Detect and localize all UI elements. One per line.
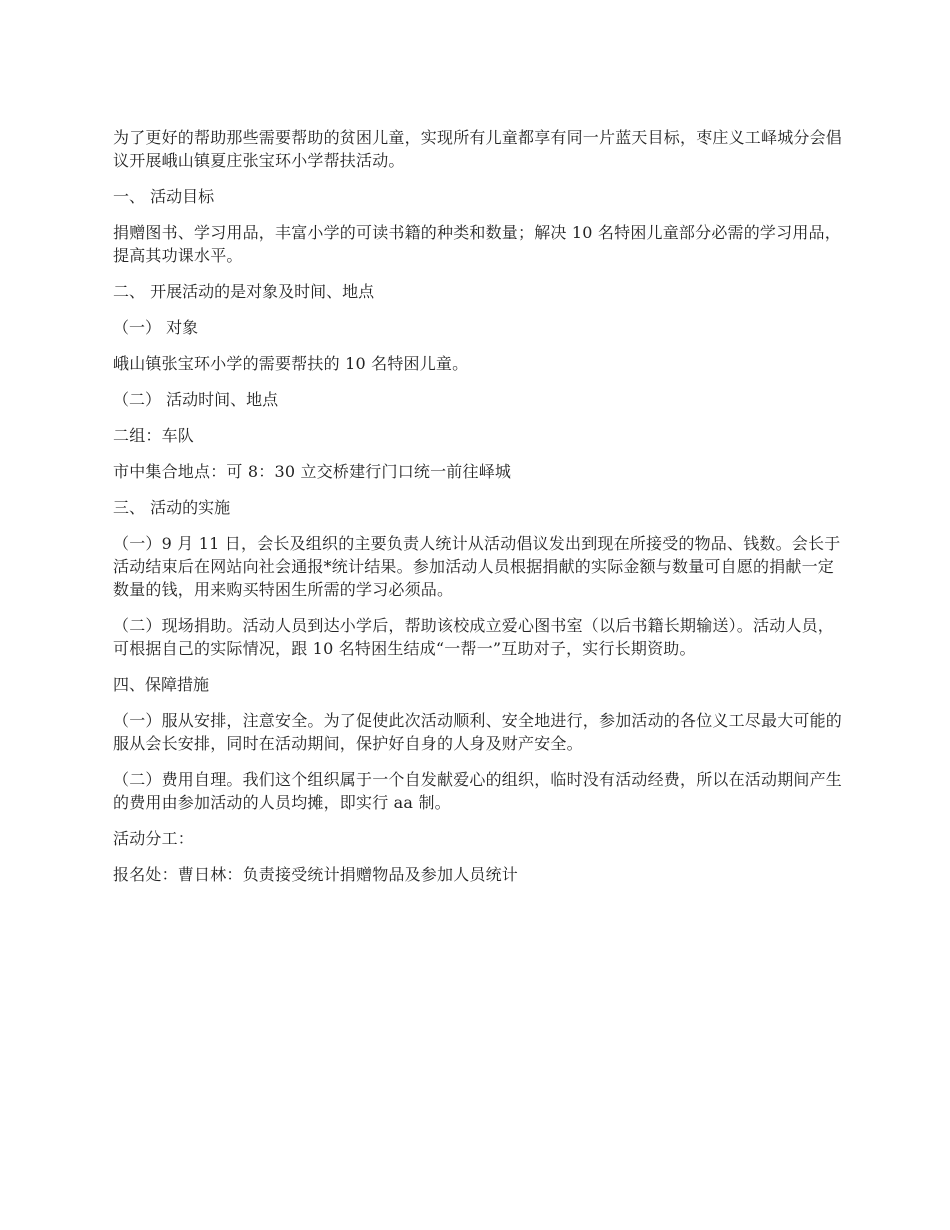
registration-line: 报名处：曹日林：负责接受统计捐赠物品及参加人员统计 [113,865,519,884]
section-heading-goals: 一、 活动目标 [113,187,215,206]
goals-paragraph: 捐赠图书、学习用品，丰富小学的可读书籍的种类和数量；解决 10 名特困儿童部分必需的学习用品，提高其功课水平。 [113,223,841,265]
implementation-paragraph-1: （一）9 月 11 日，会长及组织的主要负责人统计从活动倡议发出到现在所接受的物品、钱数。会长于活动结束后在网站向社会通报*统计结果。参加活动人员根据捐献的实际金额与数量可自愿的捐献一定数量的钱，用来购买特困生所需的学习必须品。 [113,534,841,599]
division-heading: 活动分工： [113,829,195,848]
section-heading-safeguards: 四、保障措施 [113,675,210,694]
document-body [113,126,843,899]
section-heading-implementation: 三、 活动的实施 [113,498,231,517]
section-heading-targets: 二、 开展活动的是对象及时间、地点 [113,282,375,301]
group-line: 二组：车队 [113,426,195,445]
subheading-time-place: （二） 活动时间、地点 [113,390,279,409]
safeguards-paragraph-1: （一）服从安排，注意安全。为了促使此次活动顺利、安全地进行，参加活动的各位义工尽最大可能的服从会长安排，同时在活动期间，保护好自身的人身及财产安全。 [113,711,843,753]
targets-paragraph: 峨山镇张宝环小学的需要帮扶的 10 名特困儿童。 [113,354,469,373]
subheading-targets: （一） 对象 [113,318,199,337]
intro-paragraph: 为了更好的帮助那些需要帮助的贫困儿童，实现所有儿童都享有同一片蓝天目标，枣庄义工峄城分会倡议开展峨山镇夏庄张宝环小学帮扶活动。 [113,128,843,170]
meeting-point-line: 市中集合地点：可 8：30 立交桥建行门口统一前往峄城 [113,462,512,481]
implementation-paragraph-2: （二）现场捐助。活动人员到达小学后，帮助该校成立爱心图书室（以后书籍长期输送）。活动人员，可根据自己的实际情况，跟 10 名特困生结成“一帮一”互助对子，实行长期资助。 [113,616,835,658]
safeguards-paragraph-2: （二）费用自理。我们这个组织属于一个自发献爱心的组织，临时没有活动经费，所以在活动期间产生的费用由参加活动的人员均摊，即实行 aa 制。 [113,770,843,812]
